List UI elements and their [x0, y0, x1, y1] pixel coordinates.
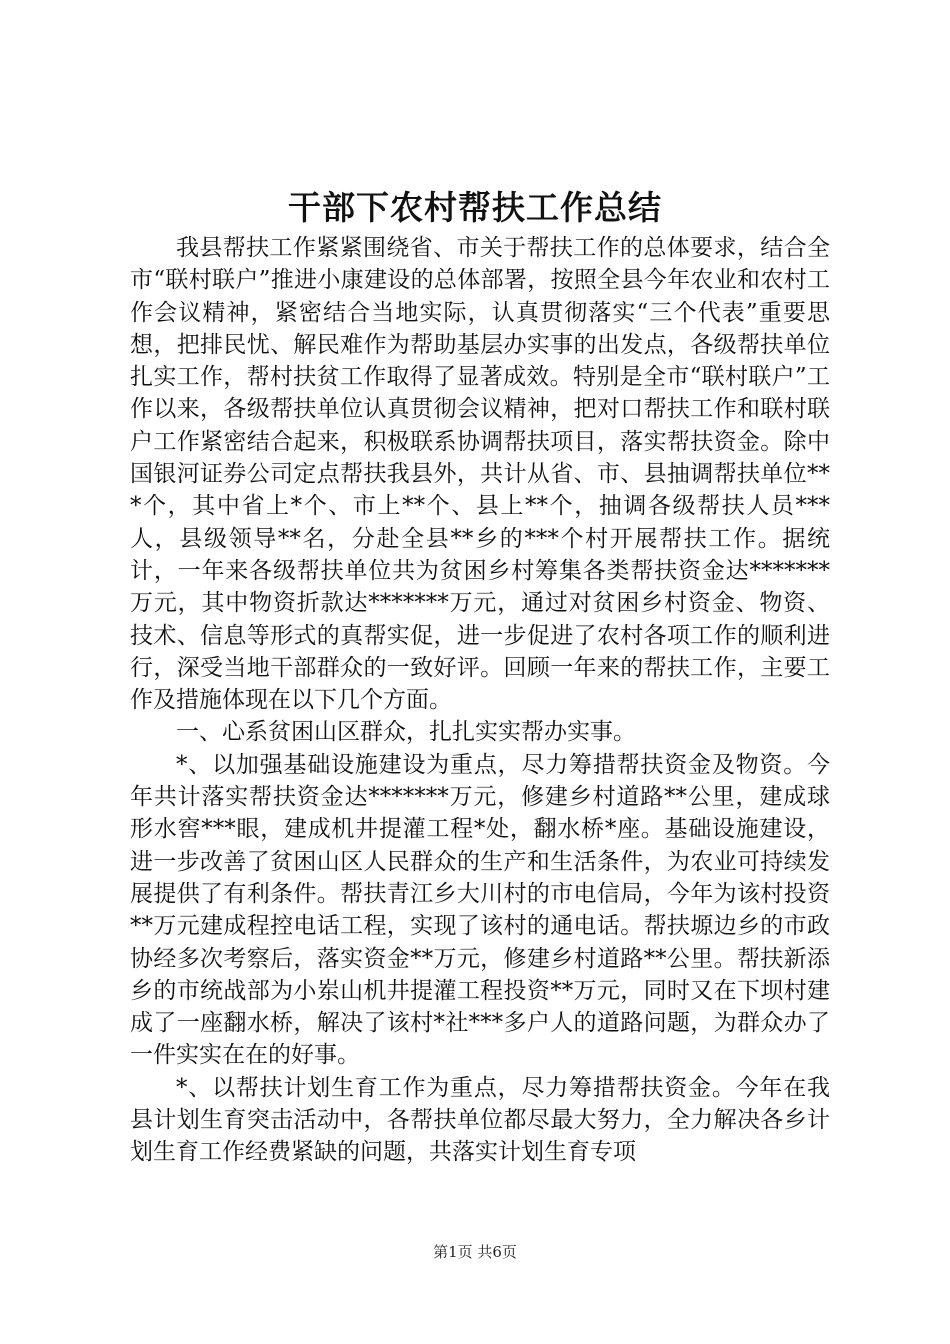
paragraph-family-planning: *、以帮扶计划生育工作为重点，尽力筹措帮扶资金。今年在我县计划生育突击活动中，各帮扶单位都尽最大努力，全力解决各乡计划生育工作经费紧缺的问题，共落实计划生育专项 — [130, 1074, 830, 1166]
paragraph-infrastructure: *、以加强基础设施建设为重点，尽力筹措帮扶资金及物资。今年共计落实帮扶资金达*******万元，修建乡村道路**公里，建成球形水窖***眼，建成机井提灌工程*处，翻水桥*座。基础设施建设，进一步改善了贫困山区人民群众的生产和生活条件，为农业可持续发展提供了有利条件。帮扶青江乡大川村的市电信局，今年为该村投资**万元建成程控电话工程，实现了该村的通电话。帮扶塬边乡的市政协经多次考察后，落实资金**万元，修建乡村道路**公里。帮扶新添乡的市统战部为小岽山机井提灌工程投资**万元，同时又在下坝村建成了一座翻水桥，解决了该村*社***多户人的道路问题，为群众办了一件实实在在的好事。 — [130, 751, 830, 1069]
section-heading-1: 一、心系贫困山区群众，扎扎实实帮办实事。 — [176, 719, 636, 746]
page-number-footer: 第1页 共6页 — [433, 1243, 517, 1261]
document-title: 干部下农村帮扶工作总结 — [288, 188, 662, 227]
document-body — [130, 232, 830, 1169]
paragraph-intro: 我县帮扶工作紧紧围绕省、市关于帮扶工作的总体要求，结合全市“联村联户”推进小康建设的总体部署，按照全县今年农业和农村工作会议精神，紧密结合当地实际，认真贯彻落实“三个代表”重要思想，把排民忧、解民难作为帮助基层办实事的出发点，各级帮扶单位扎实工作，帮村扶贫工作取得了显著成效。特别是全市“联村联户”工作以来，各级帮扶单位认真贯彻会议精神，把对口帮扶工作和联村联户工作紧密结合起来，积极联系协调帮扶项目，落实帮扶资金。除中国银河证券公司定点帮扶我县外，共计从省、市、县抽调帮扶单位***个，其中省上*个、市上**个、县上**个，抽调各级帮扶人员***人，县级领导**名，分赴全县**乡的***个村开展帮扶工作。据统计，一年来各级帮扶单位共为贫困乡村筹集各类帮扶资金达*******万元，其中物资折款达*******万元，通过对贫困乡村资金、物资、技术、信息等形式的真帮实促，进一步促进了农村各项工作的顺利进行，深受当地干部群众的一致好评。回顾一年来的帮扶工作，主要工作及措施体现在以下几个方面。 — [130, 235, 830, 714]
